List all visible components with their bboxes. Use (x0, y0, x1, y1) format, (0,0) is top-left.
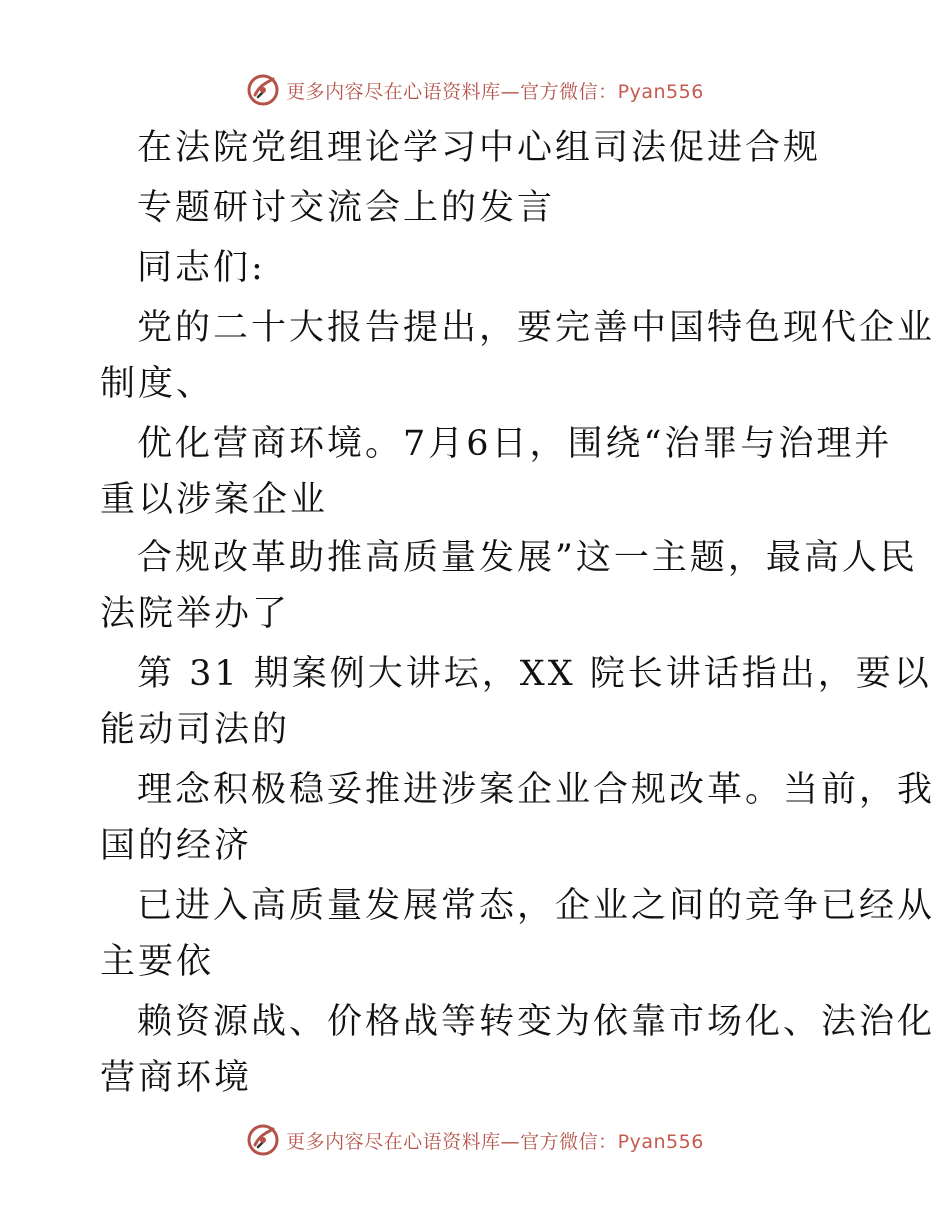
paragraph-line: 法院举办了 (100, 594, 291, 634)
paragraph-line: 第 31 期案例大讲坛，XX 院长讲话指出，要以 (137, 654, 932, 694)
footer-watermark-handle: Pyan556 (617, 1130, 704, 1153)
header-watermark-label: 更多内容尽在心语资料库—官方微信： (286, 80, 618, 103)
paragraph-line: 重以涉案企业 (100, 480, 329, 520)
footer-watermark-banner (0, 1120, 950, 1160)
header-watermark-text (286, 77, 704, 104)
paragraph-line: 国的经济 (100, 826, 253, 866)
document-title-line-2: 专题研讨交流会上的发言 (137, 188, 556, 228)
paragraph-line: 已进入高质量发展常态，企业之间的竞争已经从 (137, 886, 936, 926)
paragraph-line: 主要依 (100, 942, 215, 982)
paragraph-line: 党的二十大报告提出，要完善中国特色现代企业 (137, 308, 936, 348)
library-logo-icon (246, 73, 280, 107)
header-watermark-handle: Pyan556 (617, 80, 704, 103)
paragraph-line: 优化营商环境。7月6日，围绕“治罪与治理并 (137, 424, 893, 464)
footer-watermark-label: 更多内容尽在心语资料库—官方微信： (286, 1130, 618, 1153)
document-title-line-1: 在法院党组理论学习中心组司法促进合规 (137, 128, 822, 168)
paragraph-line: 制度、 (100, 364, 215, 404)
footer-watermark-text (286, 1127, 704, 1154)
paragraph-line: 理念积极稳妥推进涉案企业合规改革。当前，我 (137, 770, 936, 810)
paragraph-line: 合规改革助推高质量发展”这一主题，最高人民 (137, 538, 918, 578)
salutation: 同志们: (137, 248, 266, 288)
library-logo-icon (246, 1123, 280, 1157)
paragraph-line: 营商环境 (100, 1058, 253, 1098)
header-watermark-banner (0, 70, 950, 110)
paragraph-line: 能动司法的 (100, 710, 291, 750)
paragraph-line: 赖资源战、价格战等转变为依靠市场化、法治化 (137, 1002, 936, 1042)
